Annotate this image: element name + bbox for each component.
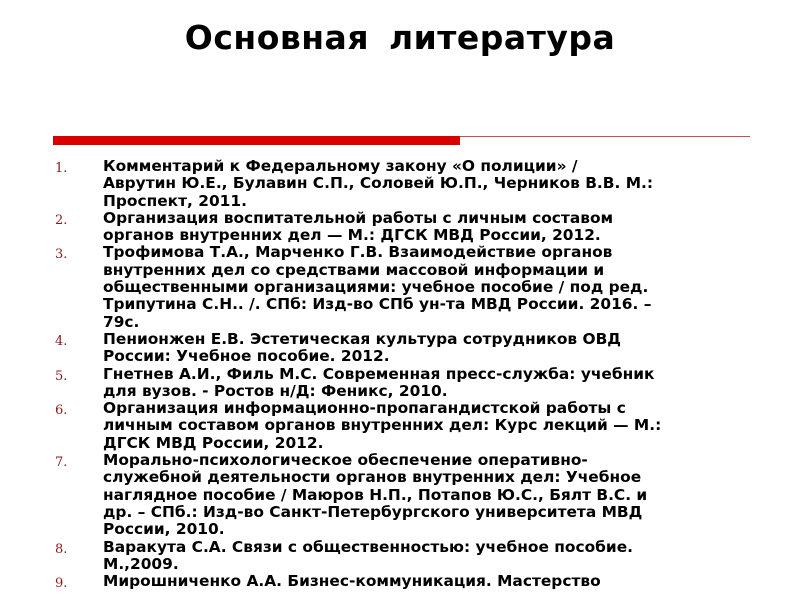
reference-number: 1. xyxy=(55,161,68,176)
reference-text: Организация информационно-пропагандистской работы с личным составом органов внутренних дел: Курс лекций — М.: ДГСК МВД России, 2012. xyxy=(103,399,662,452)
reference-item xyxy=(0,158,800,210)
reference-number: 7. xyxy=(55,455,68,471)
title-underline-thin xyxy=(460,136,750,137)
reference-item xyxy=(0,331,800,366)
reference-item xyxy=(0,210,800,245)
reference-number: 5. xyxy=(55,368,68,384)
reference-text: Гнетнев А.И., Филь М.С. Современная пресс-служба: учебник для вузов. - Ростов н/Д: Феникс, 2010. xyxy=(103,364,655,400)
reference-text: Пенионжен Е.В. Эстетическая культура сотрудников ОВД России: Учебное пособие. 2012. xyxy=(103,329,622,366)
reference-item xyxy=(0,366,800,401)
reference-number: 6. xyxy=(55,403,68,419)
title-underline-accent xyxy=(53,136,460,145)
reference-text: Морально-психологическое обеспечение оперативно- служебной деятельности органов внутренних дел: Учебное наглядное пособие / Маюров Н.П., Потапов Ю.С., Бялт В.С. и др. – СПб.: Изд-во Санкт-Петербургского университета МВД России, 2010. xyxy=(103,451,648,539)
reference-text: Мирошниченко А.А. Бизнес-коммуникация. Мастерство xyxy=(103,572,601,591)
page-title: Основная литература xyxy=(184,18,616,57)
reference-list xyxy=(0,158,800,590)
reference-text: Комментарий к Федеральному закону «О полиции» / Аврутин Ю.Е., Булавин С.П., Соловей Ю.П., Черников В.В. М.: Проспект, 2011. xyxy=(103,157,654,210)
reference-item xyxy=(0,573,800,590)
reference-number: 9. xyxy=(55,576,68,592)
reference-number: 3. xyxy=(55,247,68,263)
reference-item xyxy=(0,452,800,538)
reference-text: Варакута С.А. Связи с общественностью: учебное пособие. М.,2009. xyxy=(103,537,633,573)
reference-item xyxy=(0,400,800,452)
reference-number: 2. xyxy=(55,212,68,228)
reference-number: 4. xyxy=(55,333,68,349)
reference-item xyxy=(0,244,800,330)
reference-number: 8. xyxy=(55,541,68,557)
reference-item xyxy=(0,539,800,574)
reference-text: Трофимова Т.А., Марченко Г.В. Взаимодействие органов внутренних дел со средствами массовой информации и общественными организациями: учебное пособие / под ред. Трипутина С.Н.. /. СПб: Изд-во СПб ун-та МВД России. 2016. – 79с. xyxy=(103,243,652,331)
reference-text: Организация воспитательной работы с личным составом органов внутренних дел — М.: ДГСК МВД России, 2012. xyxy=(103,208,614,245)
